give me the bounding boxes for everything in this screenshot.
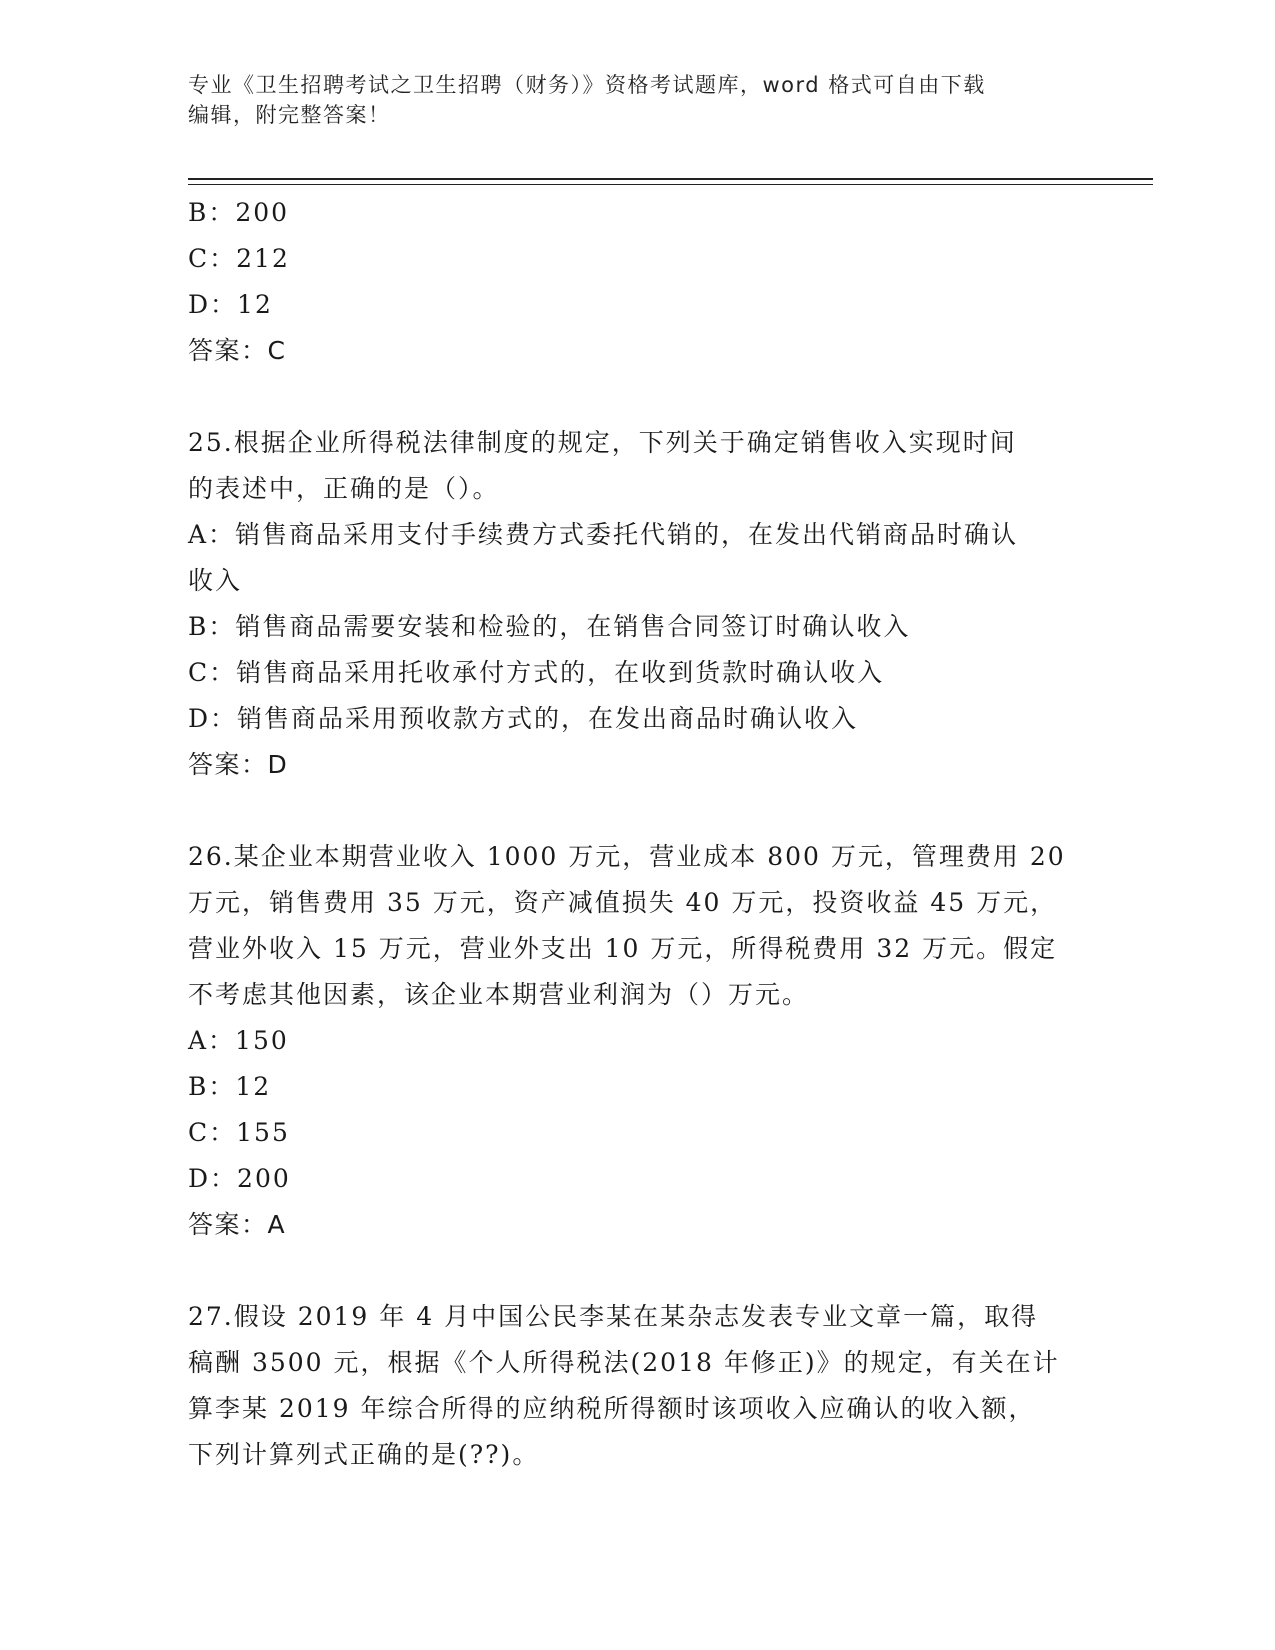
option-a: A：销售商品采用支付手续费方式委托代销的，在发出代销商品时确认 [188, 520, 1019, 549]
question-stem: 26.某企业本期营业收入 1000 万元，营业成本 800 万元，管理费用 20 [188, 842, 1066, 871]
page-header [188, 70, 1088, 130]
option-c: C：销售商品采用托收承付方式的，在收到货款时确认收入 [188, 658, 885, 687]
spacer [188, 1248, 1088, 1294]
option-d: D：销售商品采用预收款方式的，在发出商品时确认收入 [188, 704, 859, 733]
question-stem: 万元，销售费用 35 万元，资产减值损失 40 万元，投资收益 45 万元， [188, 888, 1058, 917]
answer-line: 答案：A [188, 1210, 287, 1239]
header-line-1: 专业《卫生招聘考试之卫生招聘（财务）》资格考试题库，word 格式可自由下载 [188, 73, 986, 97]
question-stem: 的表述中，正确的是（）。 [188, 474, 500, 503]
question-stem: 稿酬 3500 元，根据《个人所得税法(2018 年修正)》的规定，有关在计 [188, 1348, 1060, 1377]
question-stem: 算李某 2019 年综合所得的应纳税所得额时该项收入应确认的收入额， [188, 1394, 1036, 1423]
question-26 [188, 834, 1088, 1248]
question-stem: 营业外收入 15 万元，营业外支出 10 万元，所得税费用 32 万元。假定 [188, 934, 1058, 963]
question-content [188, 190, 1088, 1478]
spacer [188, 374, 1088, 420]
question-stem: 25.根据企业所得税法律制度的规定，下列关于确定销售收入实现时间 [188, 428, 1017, 457]
option-a: A：150 [188, 1026, 289, 1055]
question-stem: 不考虑其他因素，该企业本期营业利润为（）万元。 [188, 980, 810, 1009]
answer-line: 答案：D [188, 750, 289, 779]
spacer [188, 788, 1088, 834]
option-b: B：12 [188, 1072, 272, 1101]
option-c: C：212 [188, 244, 290, 273]
option-d: D：200 [188, 1164, 291, 1193]
option-a-continued: 收入 [188, 566, 243, 595]
header-rule-thick [188, 178, 1153, 180]
question-27 [188, 1294, 1088, 1478]
answer-line: 答案：C [188, 336, 287, 365]
option-b: B：销售商品需要安装和检验的，在销售合同签订时确认收入 [188, 612, 911, 641]
question-stem: 27.假设 2019 年 4 月中国公民李某在某杂志发表专业文章一篇，取得 [188, 1302, 1039, 1331]
option-d: D：12 [188, 290, 273, 319]
question-24 [188, 190, 1088, 374]
option-b: B：200 [188, 198, 290, 227]
question-stem: 下列计算列式正确的是(??)。 [188, 1440, 540, 1469]
header-line-2: 编辑，附完整答案！ [188, 103, 391, 127]
question-25 [188, 420, 1088, 788]
header-rule-thin [188, 184, 1153, 185]
option-c: C：155 [188, 1118, 290, 1147]
